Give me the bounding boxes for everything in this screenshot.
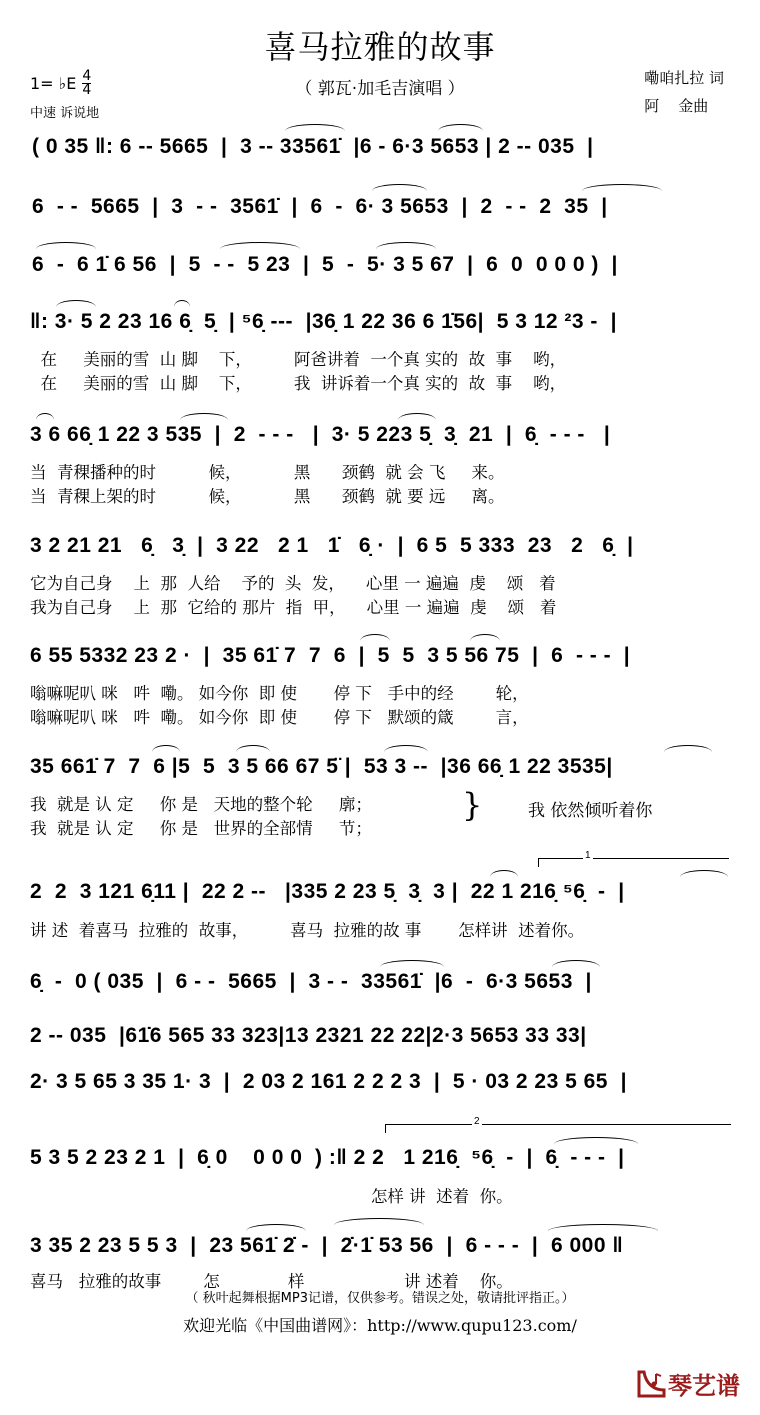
composer: 阿 金曲	[644, 97, 709, 115]
site-link[interactable]: 欢迎光临《中国曲谱网》：http://www.qupu123.com/	[183, 1316, 577, 1335]
notation-line-9: 2 2 3 121 6̣11 | 22 2 -- |335 2 23 5̣ 3̣ 3 | 22 1 216̣ ⁵6̣ - |	[30, 880, 625, 903]
notation-line-13: 5 3 5 2 23 2 1 | 6̣ 0 0 0 0 ) :‖ 2 2 1 216̣ ⁵6̣ - | 6̣ - - - |	[30, 1146, 625, 1169]
slur	[384, 745, 428, 752]
slur	[552, 960, 600, 967]
lyrics: 怎样 讲 述着 你。	[30, 1187, 513, 1206]
slur	[582, 184, 662, 191]
slur	[236, 745, 270, 752]
slur	[174, 300, 190, 307]
slur	[554, 1137, 638, 1144]
notation-line-6: 3 2 21 21 6̣ 3̣ | 3 22 2 1 1̇ 6̣ · | 6 5 5 333 23 2 6̣ |	[30, 534, 634, 557]
slur	[470, 634, 500, 641]
slur	[360, 634, 390, 641]
slur	[398, 413, 436, 420]
lyrics-verse-2: 我为自己身 上 那 它给的 那片 指 甲， 心里 一 遍遍 虔 颂 着	[30, 598, 557, 617]
slur	[680, 870, 728, 877]
lyrics: 讲 述 着喜马 拉雅的 故事， 喜马 拉雅的故 事 怎样讲 述着你。	[30, 921, 585, 940]
slur	[334, 1218, 424, 1225]
notation-line-10: 6̣ - 0 ( 035 | 6 - - 5665 | 3 - - 33561̇ |6 - 6·3 5653 |	[30, 970, 592, 993]
notation-line-3: 6 - 6 1̇ 6 56 | 5 - - 5 23 | 5 - 5· 3 5 67 | 6 0 0 0 0 ) |	[32, 253, 618, 276]
notation-line-1: ( 0 35 ‖: 6 -- 5665 | 3 -- 33561̇ |6 - 6·3 5653 | 2 -- 035 |	[32, 135, 594, 158]
volta-bracket-2: 2	[385, 1124, 731, 1133]
singer-credit: （ 郭瓦·加毛吉演唱 ）	[295, 79, 465, 99]
key-signature	[30, 70, 91, 97]
shared-lyric: 我 依然倾听着你	[528, 801, 653, 821]
lyrics-verse-1: 我 就是 认 定 你 是 天地的整个轮 廓；	[30, 795, 372, 814]
credits	[644, 64, 724, 120]
notation-line-4: ‖: 3· 5 2 23 16 6̣ 5̣ | ⁵6̣ --- |36̣ 1 22 36 6 1̇56| 5 3 12 ²3 - |	[30, 310, 617, 333]
slur	[220, 242, 300, 249]
notation-line-5: 3 6 66̣ 1 22 3 535 | 2 - - - | 3· 5 223 5̣ 3̣ 21 | 6̣ - - - |	[30, 423, 611, 446]
lyric-brace: }	[462, 786, 483, 824]
transcriber-note: （ 秋叶起舞根据MP3记谱，仅供参考。错误之处，敬请批评指正。）	[185, 1291, 575, 1306]
slur	[490, 870, 518, 877]
lyrics-verse-1: 在 美丽的雪 山 脚 下， 阿爸讲着 一个真 实的 故 事 哟，	[30, 350, 567, 369]
piano-note-icon	[636, 1370, 666, 1398]
slur	[380, 960, 444, 967]
lyrics-verse-2: 在 美丽的雪 山 脚 下， 我 讲诉着一个真 实的 故 事 哟，	[30, 374, 567, 393]
notation-line-12: 2· 3 5 65 3 35 1· 3 | 2 03 2 161 2 2 2 3 | 5 · 03 2 23 5 65 |	[30, 1070, 628, 1093]
notation-line-11: 2 -- 035 |61̇6 565 33 323|13 2321 22 22|2·3 5653 33 33|	[30, 1024, 587, 1047]
slur	[664, 745, 712, 752]
slur	[152, 745, 180, 752]
key-label: 1= ♭E	[30, 74, 77, 93]
notation-line-2: 6 - - 5665 | 3 - - 3561̇ | 6 - 6· 3 5653 | 2 - - 2 35 |	[32, 195, 608, 218]
notation-line-14: 3 35 2 23 5 5 3 | 23 561̇ 2̇ - | 2̇·1̇ 53 56 | 6 - - - | 6 000 ‖	[30, 1234, 624, 1257]
lyrics-verse-2: 嗡嘛呢叭 咪 吽 嘞。 如今你 即 使 停 下 默颂的箴 言，	[30, 708, 529, 727]
slur	[285, 124, 345, 131]
slur	[548, 1224, 658, 1231]
slur	[376, 242, 436, 249]
logo	[636, 1366, 740, 1401]
time-signature: $\frac{4}{4}$	[82, 68, 92, 98]
notation-line-8: 35 661̇ 7 7 6 |5 5 3 5 66 67 5̈ | 53 3 -- |36 66̣ 1 22 3535|	[30, 755, 613, 778]
slur	[180, 413, 228, 420]
lyrics-verse-2: 我 就是 认 定 你 是 世界的全部情 节；	[30, 819, 372, 838]
slur	[246, 1224, 306, 1231]
notation-line-7: 6 55 5332 23 2 · | 35 61̇ 7 7 6 | 5 5 3 5 56 75 | 6 - - - |	[30, 644, 631, 667]
slur	[438, 124, 483, 131]
volta-bracket-1: 1	[538, 858, 729, 867]
lyrics-verse-1: 当 青稞播种的时 候， 黑 颈鹤 就 会 飞 来。	[30, 463, 505, 482]
slur	[36, 413, 54, 420]
logo-text: 琴艺谱	[668, 1372, 740, 1400]
lyrics-verse-2: 当 青稞上架的时 候， 黑 颈鹤 就 要 远 离。	[30, 487, 505, 506]
slur	[56, 300, 96, 307]
slur	[36, 242, 96, 249]
slur	[372, 184, 427, 191]
tempo-marking: 中速 诉说地	[30, 106, 100, 121]
lyrics-verse-1: 嗡嘛呢叭 咪 吽 嘞。 如今你 即 使 停 下 手中的经 轮，	[30, 684, 529, 703]
lyrics-verse-1: 它为自己身 上 那 人给 予的 头 发， 心里 一 遍遍 虔 颂 着	[30, 574, 556, 593]
lyrics: 喜马 拉雅的故事 怎 样 讲 述着 你。	[30, 1272, 513, 1291]
song-title: 喜马拉雅的故事	[264, 28, 496, 66]
lyricist: 嘞咱扎拉 词	[644, 69, 724, 87]
